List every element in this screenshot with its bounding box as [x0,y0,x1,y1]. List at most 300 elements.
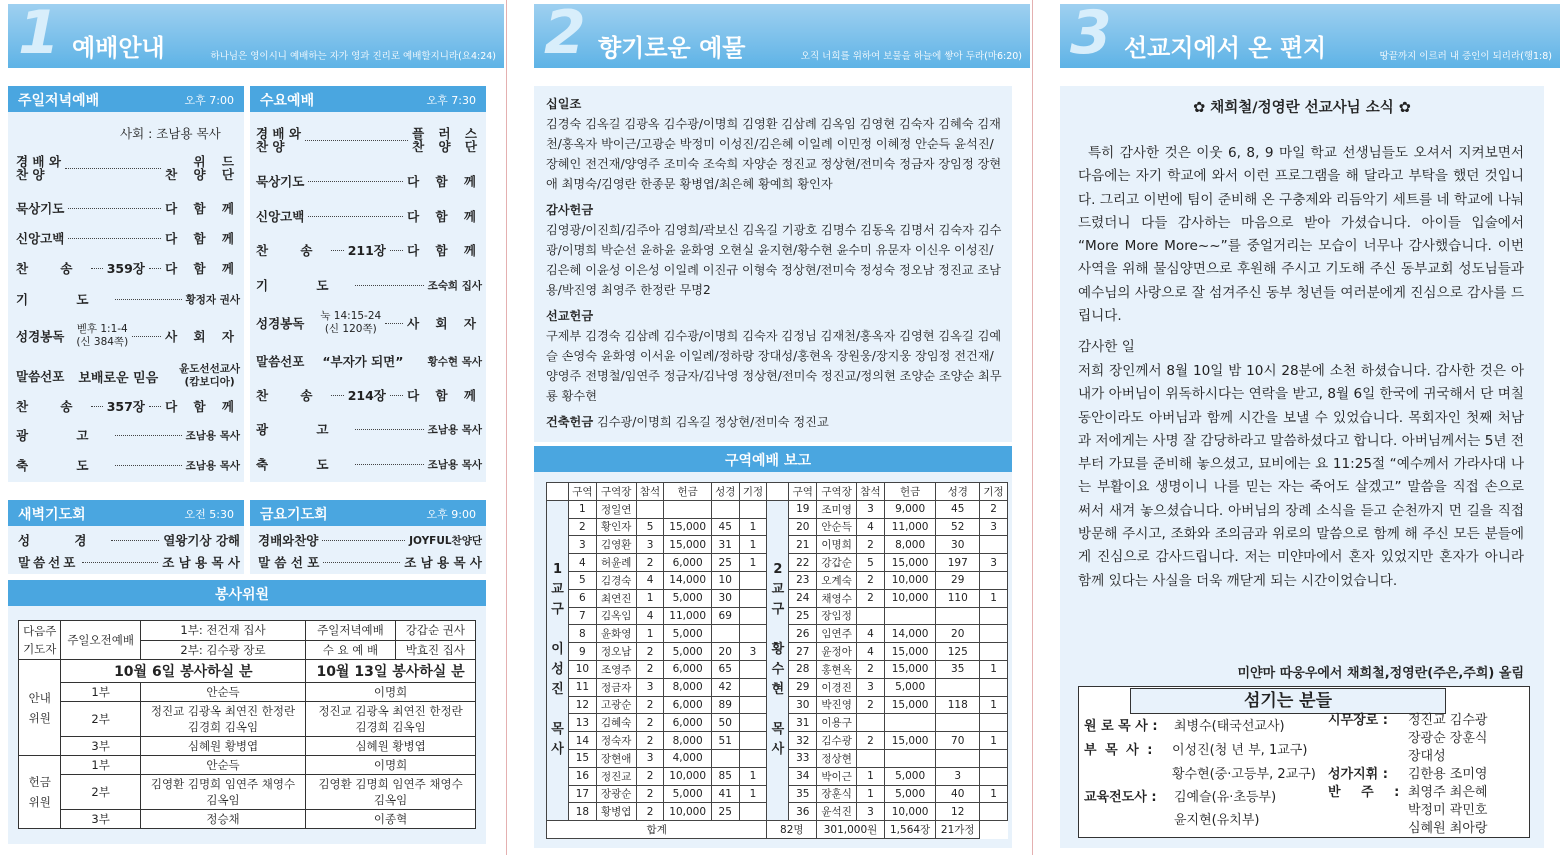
zone-cell: 10,000 [884,571,936,589]
wed-prayer-row: 기 도 조숙희 집사 [256,278,482,293]
zone-cell: 40 [936,785,980,803]
zone-cell: 25 [711,803,739,821]
zone-cell [739,607,767,625]
section-verse: 하나님은 영이시니 예배하는 자가 영과 진리로 예배할지니라(요4:24) [210,51,496,62]
zone-cell: 3 [936,767,980,785]
zone-cell: 3 [636,536,664,554]
zone-cell: 69 [711,607,739,625]
zone-cell [664,500,711,518]
edu-value-2: 윤지현(유치부) [1174,813,1260,828]
zone-cell: 5,000 [884,678,936,696]
mission-heading: 선교헌금 [546,309,594,323]
zone2-label: 2 교 구 황 수 현 목 사 [767,500,789,820]
service-title: 봉사위원 [8,580,486,606]
zone-cell: 1 [739,767,767,785]
zone-cell: 10 [569,660,597,678]
zone-cell: 강갑순 [817,554,857,572]
zone-cell: 9 [569,643,597,661]
zone-cell: 34 [789,767,817,785]
section-verse: 오직 너희를 위하여 보물을 하늘에 쌓아 두라(마6:20) [800,51,1022,62]
zone-cell: 5,000 [664,625,711,643]
zone-cell [980,749,1008,767]
zone-cell [739,714,767,732]
zone-cell: 1 [980,589,1008,607]
choir-label: 성가지휘 : [1328,767,1388,782]
zone-cell: 22 [789,554,817,572]
letter-title: ✿ 채희철/정영란 선교사님 소식 ✿ [1193,100,1411,116]
total-label: 합계 [547,821,767,839]
zone-header-cell: 성경 [936,483,980,501]
zone-cell: 24 [789,589,817,607]
zone-cell: 8,000 [664,732,711,750]
zone-cell: 윤정아 [817,643,857,661]
zone-cell: 25 [711,554,739,572]
zone-cell: 51 [711,732,739,750]
zone-cell: 2 [636,767,664,785]
edu-value-1: 김예슬(유·초등부) [1174,790,1277,805]
zone-cell: 25 [789,607,817,625]
zone-cell: 황병엽 [596,803,636,821]
zone-cell: 2 [636,554,664,572]
page-divider-2 [1032,0,1033,855]
zone-cell: 21 [789,536,817,554]
zone-header-cell: 기정 [980,483,1008,501]
wed-creed-row: 신앙고백 다 함 께 [256,209,482,224]
zone-cell: 45 [711,518,739,536]
section-number: 3 [1070,4,1112,68]
zone-header-cell: 헌금 [884,483,936,501]
zone-cell: 2 [857,660,885,678]
zone-table [546,482,1008,839]
section-title: 선교지에서 온 편지 [1124,34,1327,62]
zone-cell [739,660,767,678]
zone-cell: 14,000 [664,571,711,589]
zone-cell: 70 [936,732,980,750]
zone-header-cell: 구역장 [596,483,636,501]
wed-meditation-row: 묵상기도 다 함 께 [256,174,482,189]
zone-cell: 3 [980,554,1008,572]
zone-cell: 1 [569,500,597,518]
zone-cell: 12 [936,803,980,821]
sun-notice-row: 광 고 조남용 목사 [16,428,240,443]
zone-cell [739,696,767,714]
zone-cell: 29 [936,571,980,589]
wed-blessing-row: 축 도 조남용 목사 [256,457,482,472]
zone-cell: 장임정 [817,607,857,625]
zone-cell: 15,000 [664,518,711,536]
zone-cell [636,500,664,518]
dawn-sermon-row: 말씀선포 조 남 용 목 사 [18,555,240,570]
sun-hymn1-row: 찬 송 359장 다 함 께 [16,261,240,276]
sun-prayer-row: 기 도 황정자 권사 [16,292,240,307]
mission-names: 구제부 김경숙 김삼례 김수광/이명희 김숙자 김정님 김재천/홍옥자 김영현 김옥길 김예슬 손영숙 윤화영 이서윤 이일례/정하랑 장대성/홍현옥 장원웅/장지웅 장임정 전건재/양영주 전명철/임연주 정금자/김낙영 정상현/전미숙 정진교/정의현 조양순 조양순 최무룡 황수현 [546,329,1002,403]
zone-cell: 박진영 [817,696,857,714]
zone-cell: 28 [789,660,817,678]
zone-cell: 29 [789,678,817,696]
accomp-label: 반 주 : [1328,785,1408,800]
friday-title: 금요기도회 오후 9:00 [250,500,486,526]
zone-cell: 2 [857,696,885,714]
zone-cell: 이명희 [817,536,857,554]
zone-cell: 15,000 [884,643,936,661]
section-number: 2 [544,4,586,68]
servants-title: 섬기는 분들 [1130,688,1446,714]
zone-cell: 조영주 [596,660,636,678]
zone-cell: 35 [789,785,817,803]
zone-cell: 4 [569,554,597,572]
zone-cell: 2 [636,660,664,678]
zone-cell: 18 [569,803,597,821]
zone-cell: 고광순 [596,696,636,714]
zone-cell: 김영환 [596,536,636,554]
zone-cell [936,749,980,767]
zone-header-cell: 참석 [636,483,664,501]
zone-cell: 89 [711,696,739,714]
zone-cell: 1 [739,518,767,536]
wednesday-title: 수요예배 오후 7:30 [250,86,486,112]
zone-cell: 3 [739,643,767,661]
friday-praise-row: 경배와찬양 JOYFUL찬양단 [258,533,482,548]
zone-cell: 110 [936,589,980,607]
zone-cell [711,500,739,518]
section-title: 예배안내 [72,34,165,62]
zone-table-wrap [546,482,1008,839]
total-family: 21가정 [936,821,980,839]
zone-cell: 3 [857,678,885,696]
zone-cell: 2 [636,643,664,661]
friday-sermon-row: 말 씀 선 포 조 남 용 목 사 [258,555,482,570]
zone-header-cell: 참석 [857,483,885,501]
zone-cell: 33 [789,749,817,767]
zone-cell: 8,000 [884,536,936,554]
zone-cell: 5,000 [664,589,711,607]
zone-cell: 197 [936,554,980,572]
zone-cell: 박이근 [817,767,857,785]
zone-cell: 6,000 [664,714,711,732]
host: 사회 : 조남용 목사 [120,126,221,141]
zone-cell: 장현애 [596,749,636,767]
service-table: 다음주 기도자 주일오전예배 1부: 전건재 집사 주일저녁예배 강갑순 권사 2부: 김수광 장로 수 요 예 배 박효진 집사 안내 위원 10월 6일 봉사하실 분 10월 13일 봉사하실 분 1부 안순득 이명희 2부 정진교 김광옥 최연진 한정란 김경희 김옥임 정진교 김광옥 최연진 한정란 김경희 김옥임 3부 심혜원 황병엽 심혜원 황병엽 헌금 위원 1부 안순득 이명희 2부 김영환 김명희 임연주 채영수 김옥임 김영환 김명희 임연주 채영수 김옥임 3부 정승채 이종혁 [18,620,476,829]
zone-cell: 3 [980,518,1008,536]
zone-cell: 4 [857,643,885,661]
zone-cell: 52 [936,518,980,536]
zone-cell [739,571,767,589]
zone-cell [980,607,1008,625]
zone-cell: 16 [569,767,597,785]
zone-header-cell: 성경 [711,483,739,501]
zone-cell: 황인자 [596,518,636,536]
zone-cell: 2 [636,696,664,714]
zone-cell: 12 [569,696,597,714]
sun-creed-row: 신앙고백 다 함 께 [16,231,240,246]
section-header-3 [1060,4,1560,68]
zone-cell: 10,000 [664,803,711,821]
zone-cell: 3 [636,749,664,767]
zone-cell: 김혜숙 [596,714,636,732]
zone-cell [739,625,767,643]
zone-cell: 1 [739,536,767,554]
zone-cell: 1 [739,554,767,572]
zone-header-cell: 기정 [739,483,767,501]
zone-cell: 14 [569,732,597,750]
zone-cell: 3 [857,803,885,821]
zone-cell [884,749,936,767]
choir-value: 김한용 조미영 [1408,767,1488,782]
zone-cell: 윤화영 [596,625,636,643]
zone-cell: 최연진 [596,589,636,607]
zone-cell: 9,000 [884,500,936,518]
zone-cell [739,589,767,607]
accomp-value: 최영주 최은혜 박정미 곽민호 심혜원 최아랑 [1408,785,1488,836]
zone-cell: 김경숙 [596,571,636,589]
zone1-label: 1 교 구 이 성 진 목 사 [547,500,569,820]
zone-cell: 23 [789,571,817,589]
zone-cell [884,607,936,625]
zone-cell: 김옥임 [596,607,636,625]
zone-cell [980,714,1008,732]
zone-cell: 3 [857,500,885,518]
zone-cell: 5 [636,518,664,536]
zone-cell: 26 [789,625,817,643]
zone-cell: 8 [569,625,597,643]
zone-cell [936,714,980,732]
zone-cell [857,714,885,732]
zone-cell: 15,000 [664,536,711,554]
zone-cell: 1 [636,589,664,607]
zone-cell: 27 [789,643,817,661]
zone-cell: 장훈식 [817,785,857,803]
zone-cell: 85 [711,767,739,785]
zone-cell: 1 [980,696,1008,714]
wed-hymn1-row: 찬 송 211장 다 함 께 [256,243,482,258]
zone-cell: 31 [789,714,817,732]
page-divider-1 [506,0,507,855]
zone-cell: 3 [569,536,597,554]
zone-cell: 11,000 [664,607,711,625]
zone-cell [980,536,1008,554]
sun-blessing-row: 축 도 조남용 목사 [16,458,240,473]
zone-cell: 2 [857,732,885,750]
zone-cell: 정오남 [596,643,636,661]
total-bible: 1,564장 [884,821,936,839]
zone-cell: 15,000 [884,696,936,714]
offering-list [546,94,1002,432]
wed-sermon-row: 말씀선포 “부자가 되면” 황수현 목사 [256,354,482,369]
zone-cell: 6 [569,589,597,607]
tithe-names: 김경숙 김옥길 김광옥 김수광/이명희 김영환 김삼례 김옥임 김영현 김숙자 김혜숙 김재천/홍옥자 박이근/고광순 박정미 이성진/김은혜 이일례 이민정 이혜정 안순득 윤석진/장혜인 전건재/양영주 조미숙 조숙희 자양순 정진교 정상현/전미숙 정금자 장임정 장현애 최명숙/김영란 한종문 황병엽/최은혜 황예희 황인자 [546,117,1002,191]
office-value: 정진교 김수광 장광순 장훈식 장대성 [1408,713,1488,764]
wed-hymn2-row: 찬 송 214장 다 함 께 [256,388,482,403]
zone-cell: 3 [636,678,664,696]
zone-cell: 1 [739,785,767,803]
total-people: 82명 [767,821,817,839]
zone-cell: 30 [789,696,817,714]
zone-cell: 15,000 [884,732,936,750]
zone-cell: 65 [711,660,739,678]
section-number: 1 [18,4,60,68]
zone-cell: 4 [857,518,885,536]
zone-cell: 이용구 [817,714,857,732]
zone-cell: 2 [980,500,1008,518]
zone-cell: 1 [980,732,1008,750]
zone-cell: 125 [936,643,980,661]
sun-scripture-row: 성경봉독 벧후 1:1-4 (신 384쪽) 사 회 자 [16,323,240,348]
zone-head-blank [547,483,569,501]
zone-cell: 2 [636,785,664,803]
zone-cell: 정진교 [596,767,636,785]
zone-cell: 45 [936,500,980,518]
section-title: 향기로운 예물 [598,34,746,62]
zone-cell: 5 [569,571,597,589]
zone-cell: 1 [857,767,885,785]
zone-cell: 10 [711,571,739,589]
zone-report-title: 구역예배 보고 [534,446,1012,472]
elder-label: 원 로 목 사 : [1084,719,1158,734]
total-money: 301,000원 [817,821,885,839]
zone-cell: 20 [789,518,817,536]
zone-cell: 정숙자 [596,732,636,750]
zone-cell: 5 [857,554,885,572]
zone-cell: 4 [636,607,664,625]
zone-cell [980,643,1008,661]
zone-cell: 조미영 [817,500,857,518]
zone-cell: 10,000 [884,803,936,821]
zone-cell: 19 [789,500,817,518]
letter-thanks-heading: 감사한 일 [1078,339,1135,355]
sun-meditation-row: 묵상기도 다 함 께 [16,201,240,216]
zone-cell: 2 [569,518,597,536]
zone-cell: 32 [789,732,817,750]
zone-cell: 장광순 [596,785,636,803]
zone-cell: 2 [857,571,885,589]
zone-cell: 김수광 [817,732,857,750]
assoc-value-1: 이성진(청 년 부, 1교구) [1172,743,1308,758]
thanks-names: 김영광/이진희/김주아 김영희/곽보신 김옥길 기광호 김명수 김동옥 김명서 김숙자 김수광/이명희 박순선 윤하윤 윤화영 오현실 윤지현/황수현 윤수미 유문자 이신우 이성진/김은혜 이윤성 이은성 이일례 이진규 이형숙 정상현/전미숙 정성숙 정오남 정진교 조남용/박진영 최영주 한정란 무명2 [546,223,1002,297]
zone-cell: 1 [636,625,664,643]
zone-cell: 6,000 [664,554,711,572]
section-verse: 땅끝까지 이르러 내 증인이 되리라(행1:8) [1379,51,1552,62]
letter-paragraph-2: 저희 장인께서 8월 10일 밤 10시 28분에 소천 하셨습니다. 감사한 것은 아내가 아버님이 위독하시다는 연락을 받고, 8월 6일 한국에 귀국해서 단 며칠 동안이라도 아버님과 함께 시간을 보낼 수 있었습니다. 목회자인 첫째 처남과 저에게는 사명 잘 감당하라고 말씀하셨다고 합니다. 아버님께서는 5년 전부터 가묘를 준비해 놓으셨고, 묘비에는 요 11:25절 “예수께서 가라사대 나는 부활이요 생명이니 나를 믿는 자는 죽어도 살겠고” 말씀을 직접 손으로 써서 새겨 놓으셨습니다. 아버님의 장례 소식을 듣고 순천까지 먼 길을 직접 방문해 주시고, 조화와 조의금과 위로의 말씀으로 함께 해 주신 모든 분들에게 진심으로 감사드립니다. 저는 미얀마에서 혼자 있었지만 혼자가 아니라 함께 있다는 사실을 더욱 깨닫게 되는 시간이었습니다. [1078,363,1524,589]
zone-cell: 8,000 [664,678,711,696]
zone-cell: 2 [636,803,664,821]
zone-cell: 6,000 [664,660,711,678]
zone-cell: 임연주 [817,625,857,643]
zone-cell: 6,000 [664,696,711,714]
zone-cell [980,625,1008,643]
zone-cell: 4 [636,571,664,589]
zone-cell [739,732,767,750]
zone-cell: 1 [980,785,1008,803]
zone-cell [739,678,767,696]
section-header-2 [534,4,1030,68]
zone-cell [739,500,767,518]
sunday-evening-panel [8,86,244,482]
zone-cell: 42 [711,678,739,696]
sun-hymn2-row: 찬 송 357장 다 함 께 [16,399,240,414]
zone-cell: 4,000 [664,749,711,767]
building-heading: 건축헌금 [546,415,594,429]
sun-praise-row: 경 배 와 찬 양 위 드 찬 양 단 [16,154,240,182]
zone-cell [711,625,739,643]
zone-cell [980,803,1008,821]
zone-cell: 14,000 [884,625,936,643]
zone-cell: 2 [636,732,664,750]
zone-cell [857,749,885,767]
zone-head-blank [767,483,789,501]
zone-cell: 41 [711,785,739,803]
zone-cell: 11,000 [884,518,936,536]
zone-cell: 4 [857,625,885,643]
zone-cell [980,767,1008,785]
zone-cell: 2 [857,536,885,554]
zone-cell: 15,000 [884,554,936,572]
thanks-heading: 감사헌금 [546,203,594,217]
zone-cell [857,607,885,625]
zone-header-cell: 구역장 [817,483,857,501]
zone-cell: 윤석진 [817,803,857,821]
elder-value: 최병수(태국선교사) [1174,719,1285,734]
wed-praise-row: 경 배 와 찬 양 플 러 스 찬 양 단 [256,126,482,154]
section-header-1 [8,4,504,68]
dawn-title: 새벽기도회 오전 5:30 [8,500,244,526]
zone-cell: 허윤례 [596,554,636,572]
office-label: 시무장로 : [1328,713,1388,728]
zone-cell: 이경진 [817,678,857,696]
zone-cell: 1 [980,660,1008,678]
zone-cell: 채영수 [817,589,857,607]
zone-cell: 2 [636,714,664,732]
zone-header-cell: 구역 [569,483,597,501]
wed-scripture-row: 성경봉독 눅 14:15-24 (신 120쪽) 사 회 자 [256,310,482,335]
zone-cell: 13 [569,714,597,732]
total-row [547,821,1008,839]
zone-cell: 5,000 [664,785,711,803]
zone-header-cell: 구역 [789,483,817,501]
zone-cell: 2 [857,589,885,607]
zone-cell: 10,000 [664,767,711,785]
zone-cell: 36 [789,803,817,821]
zone-cell: 7 [569,607,597,625]
wed-notice-row: 광 고 조남용 목사 [256,422,482,437]
zone-cell: 15,000 [884,660,936,678]
zone-cell: 1 [857,785,885,803]
zone-cell: 5,000 [884,785,936,803]
zone-cell [711,749,739,767]
zone-cell: 5,000 [884,767,936,785]
zone-cell: 안순득 [817,518,857,536]
zone-cell [980,571,1008,589]
zone-cell: 35 [936,660,980,678]
zone-cell: 11 [569,678,597,696]
zone-cell [980,678,1008,696]
letter-paragraph-1: 특히 감사한 것은 이웃 6, 8, 9 마일 학교 선생님들도 오셔서 지켜보면서 다음에는 자기 학교에 와서 이런 프로그램을 해 달라고 부탁을 했던 것입니다. 그리고 이번에 팀이 준비해 온 구충제와 리듬악기 세트를 네 학교에 나눠 드렸더니 다들 감사하는 마음으로 받아 가셨습니다. 아이들 입술에서 “More More More~~”를 중얼거리는 모습이 너무나 감사했습니다. 이번 사역을 위해 물심양면으로 후원해 주시고 기도해 주신 동부교회 성도님들과 예수님의 사랑으로 잘 섬겨주신 동부 청년들 여러분에게 진심으로 감사를 드립니다. [1078,145,1524,325]
edu-label: 교육전도사 : [1084,790,1157,805]
zone-cell [739,803,767,821]
zone-cell: 50 [711,714,739,732]
zone-cell: 30 [936,536,980,554]
zone-cell: 20 [711,643,739,661]
zone-cell [936,678,980,696]
zone-cell: 오계숙 [817,571,857,589]
tithe-heading: 십일조 [546,97,582,111]
zone-cell [739,749,767,767]
zone-cell: 17 [569,785,597,803]
sun-sermon-row: 말씀선포 보배로운 믿음 윤도선선교사 (캄보디아) [16,363,240,388]
zone-cell: 10,000 [884,589,936,607]
sunday-evening-title: 주일저녁예배 오후 7:00 [8,86,244,112]
zone-cell: 30 [711,589,739,607]
assoc-value-2: 황수현(중·고등부, 2교구) [1172,767,1316,782]
